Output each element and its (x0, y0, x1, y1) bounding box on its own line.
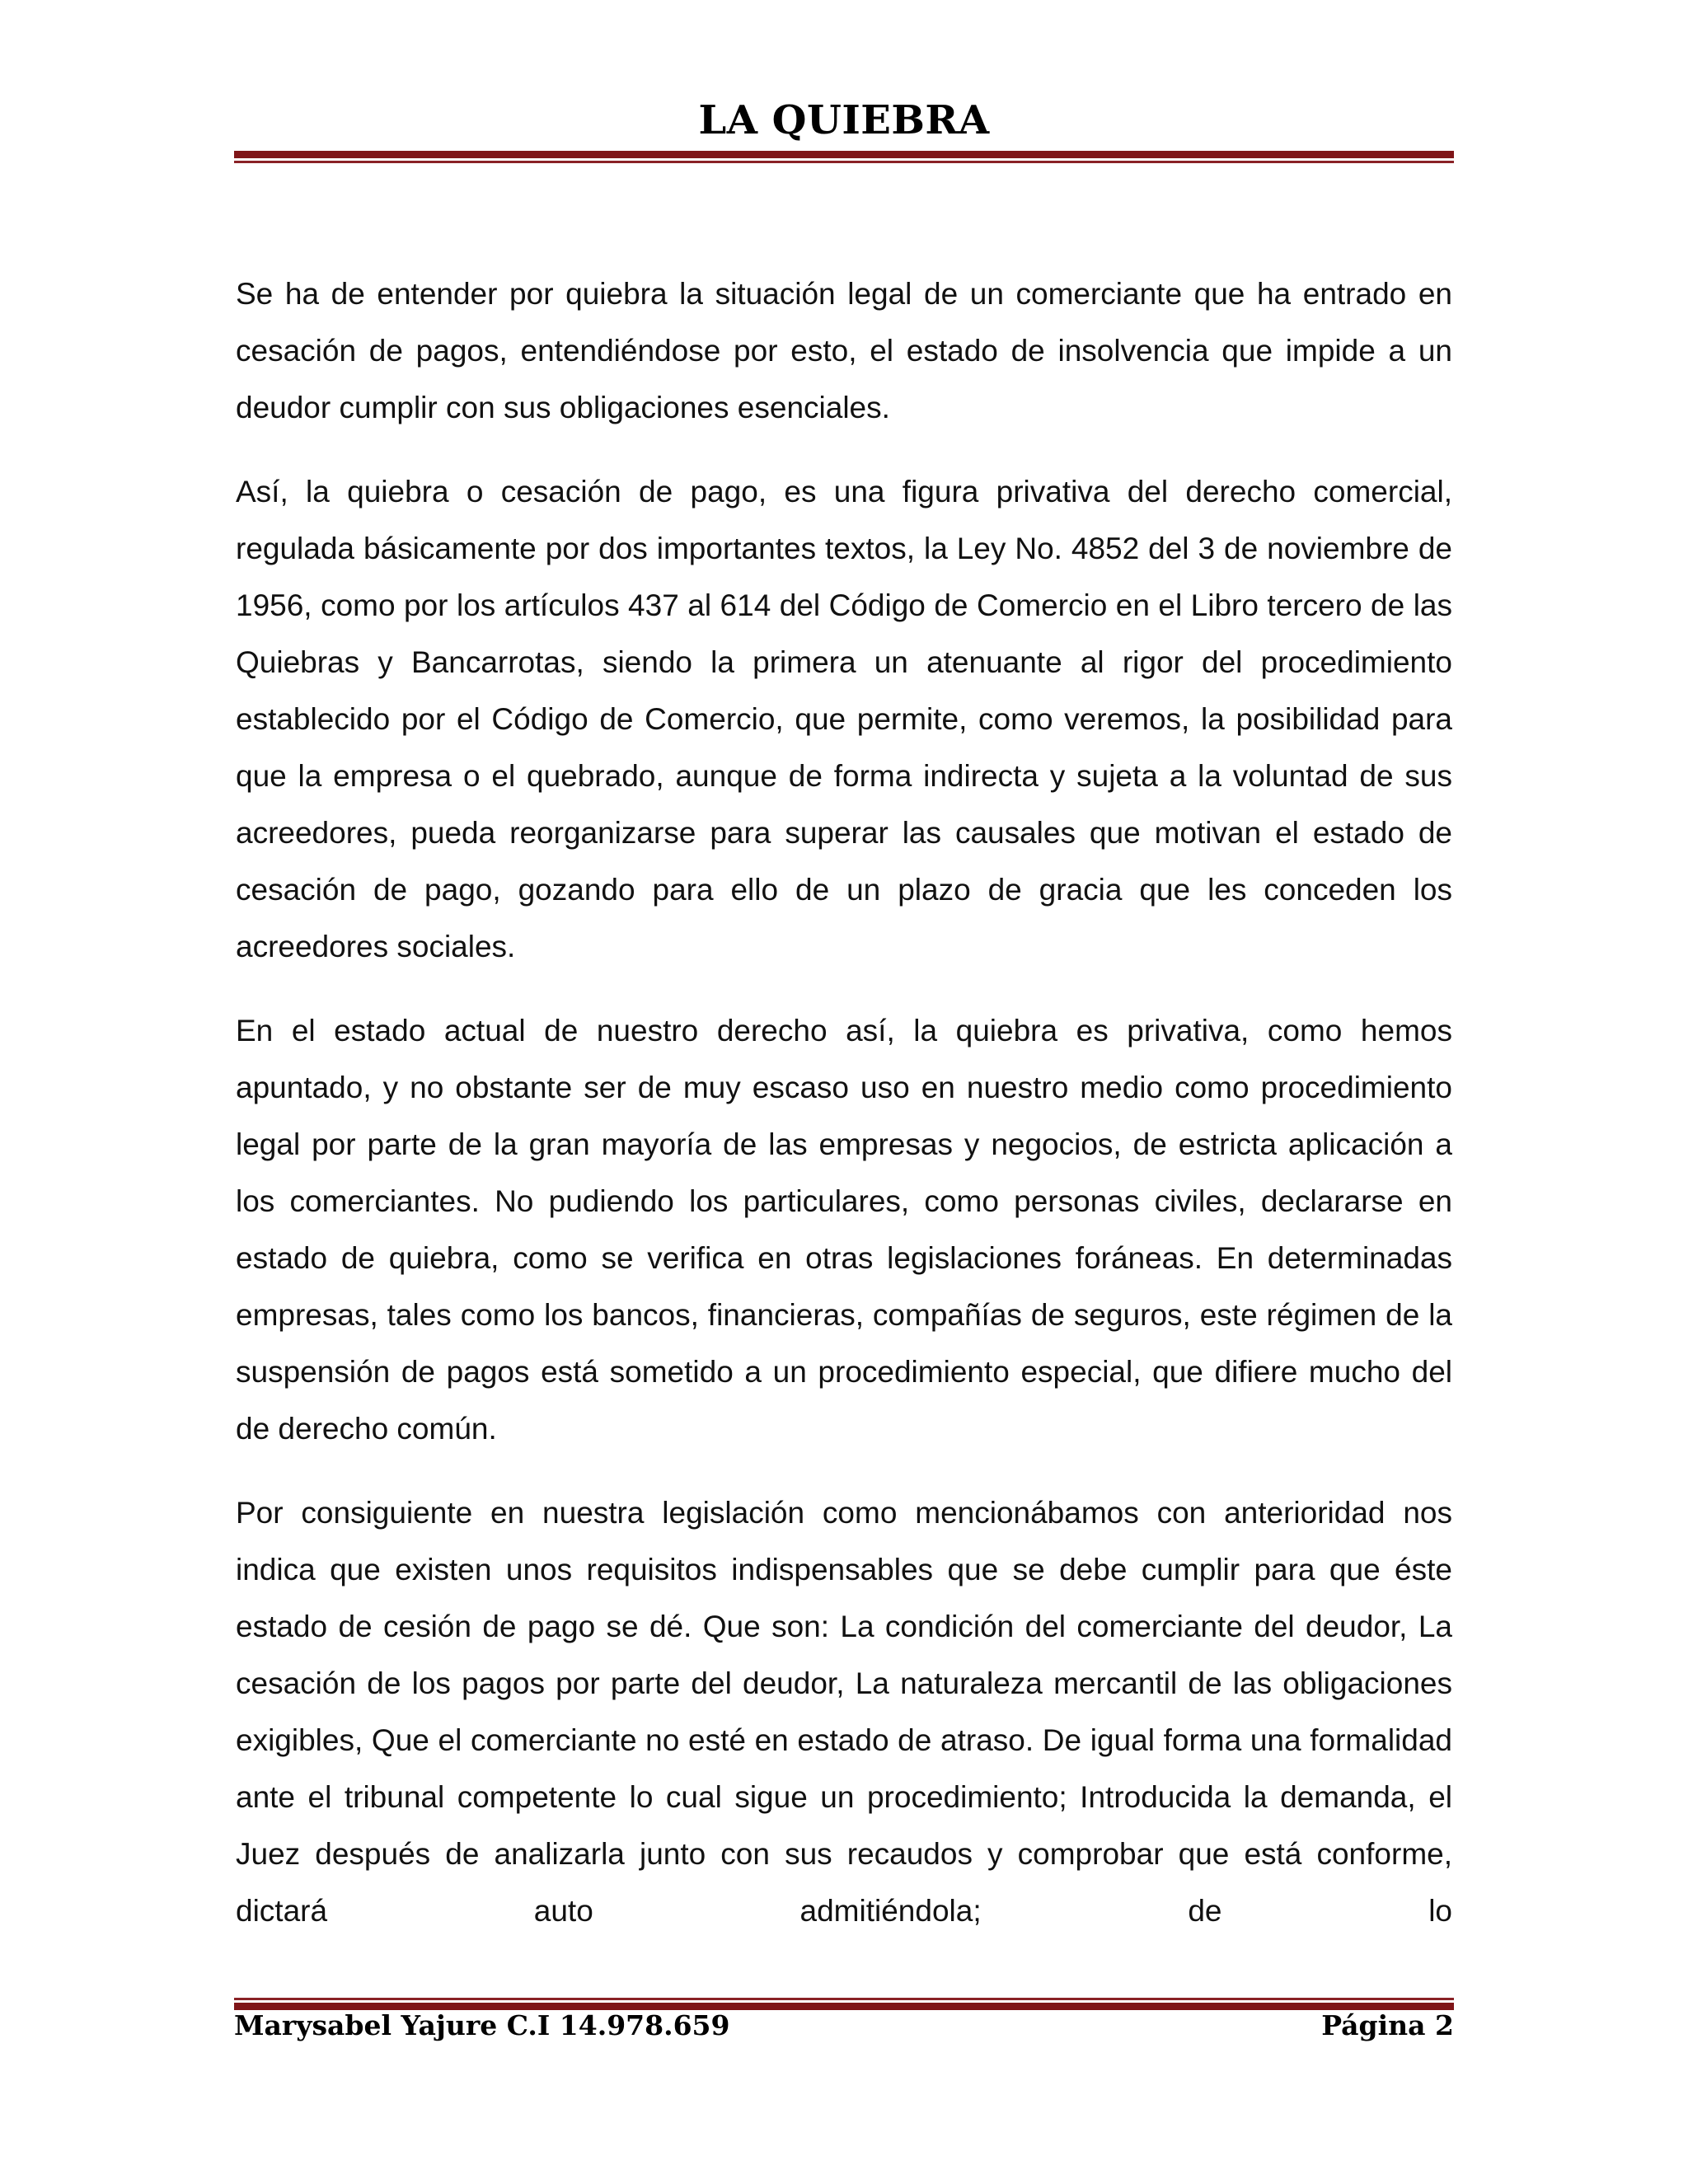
header-divider-thick (234, 151, 1454, 158)
footer-page-number: Página 2 (1321, 2009, 1454, 2041)
footer-author: Marysabel Yajure C.I 14.978.659 (234, 2009, 730, 2041)
paragraph-3: En el estado actual de nuestro derecho así, la quiebra es privativa, como hemos apuntado, y no obstante ser de muy escaso uso en nuestro medio como procedimiento legal por parte de la gran mayoría de las empresas y negocios, de estricta aplicación a los comerciantes. No pudiendo los particulares, como personas civiles, declararse en estado de quiebra, como se verifica en otras legislaciones foráneas. En determinadas empresas, tales como los bancos, financieras, compañías de seguros, este régimen de la suspensión de pagos está sometido a un procedimiento especial, que difiere mucho del de derecho común. (236, 1014, 1452, 1446)
document-body (236, 265, 1452, 1966)
footer-divider (234, 1998, 1454, 2010)
header-divider (234, 151, 1454, 163)
paragraph-2: Así, la quiebra o cesación de pago, es una figura privativa del derecho comercial, regulada básicamente por dos importantes textos, la Ley No. 4852 del 3 de noviembre de 1956, como por los artículos 437 al 614 del Código de Comercio en el Libro tercero de las Quiebras y Bancarrotas, siendo la primera un atenuante al rigor del procedimiento establecido por el Código de Comercio, que permite, como veremos, la posibilidad para que la empresa o el quebrado, aunque de forma indirecta y sujeta a la voluntad de sus acreedores, pueda reorganizarse para superar las causales que motivan el estado de cesación de pago, gozando para ello de un plazo de gracia que les conceden los acreedores sociales. (236, 475, 1452, 963)
page-header-title: LA QUIEBRA (698, 97, 990, 143)
paragraph-4: Por consiguiente en nuestra legislación como mencionábamos con anterioridad nos indica que existen unos requisitos indispensables que se debe cumplir para que éste estado de cesión de pago se dé. Que son: La condición del comerciante del deudor, La cesación de los pagos por parte del deudor, La naturaleza mercantil de las obligaciones exigibles, Que el comerciante no esté en estado de atraso. De igual forma una formalidad ante el tribunal competente lo cual sigue un procedimiento; Introducida la demanda, el Juez después de analizarla junto con sus recaudos y comprobar que está conforme, dictará auto admitiéndola; de lo (236, 1496, 1452, 1928)
page-footer (234, 2009, 1454, 2050)
header-divider-thin (234, 161, 1454, 163)
paragraph-1: Se ha de entender por quiebra la situación legal de un comerciante que ha entrado en cesación de pagos, entendiéndose por esto, el estado de insolvencia que impide a un deudor cumplir con sus obligaciones esenciales. (236, 277, 1452, 424)
